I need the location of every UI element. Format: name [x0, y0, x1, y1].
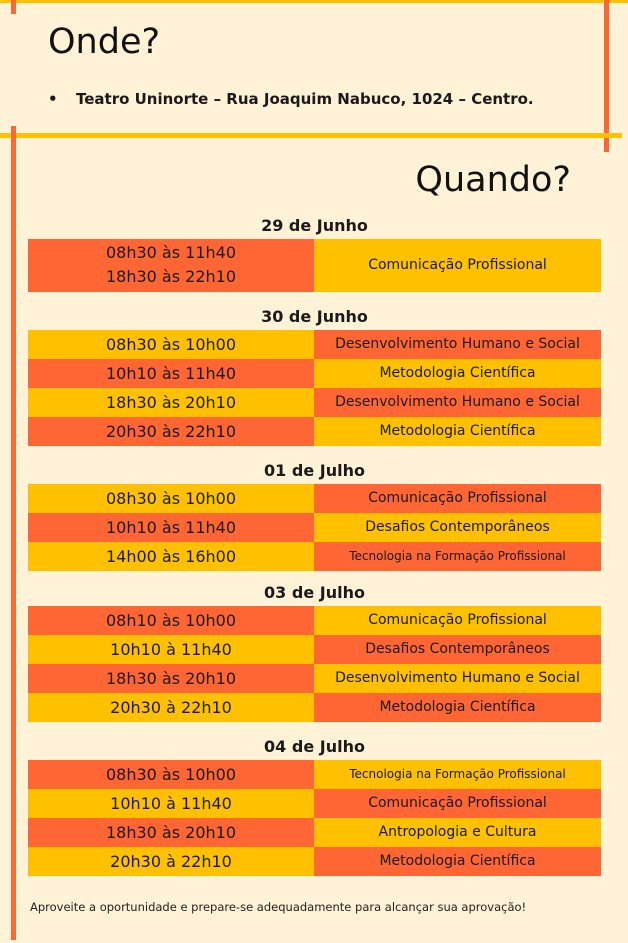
- time-cell: 10h10 à 11h40: [28, 635, 314, 664]
- time-cell: 18h30 às 20h10: [28, 388, 314, 417]
- subject-cell: Comunicação Profissional: [314, 239, 601, 292]
- time-cell: 20h30 às 22h10: [28, 417, 314, 446]
- time-cell: [28, 239, 314, 292]
- time-cell: 08h30 às 10h00: [28, 760, 314, 789]
- quando-title: Quando?: [415, 160, 571, 200]
- schedule-row: [28, 664, 601, 693]
- day-heading: 03 de Julho: [264, 583, 365, 602]
- schedule-row: [28, 818, 601, 847]
- day-section: [28, 734, 601, 876]
- time-cell: 10h10 às 11h40: [28, 513, 314, 542]
- subject-cell: Metodologia Científica: [314, 847, 601, 876]
- day-heading: 30 de Junho: [261, 307, 368, 326]
- time-cell: 18h30 às 20h10: [28, 664, 314, 693]
- day-heading: 29 de Junho: [261, 216, 368, 235]
- onde-title: Onde?: [48, 22, 161, 62]
- schedule-row: [28, 239, 601, 292]
- subject-cell: Comunicação Profissional: [314, 789, 601, 818]
- top-yellow-line: [0, 0, 628, 3]
- schedule-row: [28, 847, 601, 876]
- schedule-row: [28, 542, 601, 571]
- time-cell: 08h30 às 10h00: [28, 484, 314, 513]
- subject-cell: Desenvolvimento Humano e Social: [314, 664, 601, 693]
- subject-cell: Desenvolvimento Humano e Social: [314, 330, 601, 359]
- time-cell: 10h10 às 11h40: [28, 359, 314, 388]
- time-cell: 20h30 à 22h10: [28, 693, 314, 722]
- subject-cell: Metodologia Científica: [314, 417, 601, 446]
- day-section: [28, 304, 601, 446]
- schedule-row: [28, 789, 601, 818]
- day-heading: 04 de Julho: [264, 737, 365, 756]
- schedule-row: [28, 359, 601, 388]
- schedule-row: [28, 388, 601, 417]
- right-orange-line: [604, 0, 609, 152]
- day-section: [28, 580, 601, 722]
- time-cell: 14h00 às 16h00: [28, 542, 314, 571]
- schedule-row: [28, 693, 601, 722]
- time-cell: 08h10 às 10h00: [28, 606, 314, 635]
- schedule-row: [28, 417, 601, 446]
- subject-cell: Tecnologia na Formação Profissional: [314, 760, 601, 789]
- divider-yellow-line: [0, 133, 622, 138]
- schedule-row: [28, 484, 601, 513]
- subject-cell: Desafios Contemporâneos: [314, 635, 601, 664]
- left-orange-line: [11, 126, 16, 940]
- schedule-row: [28, 330, 601, 359]
- schedule-row: [28, 513, 601, 542]
- subject-cell: Comunicação Profissional: [314, 484, 601, 513]
- day-section: [28, 458, 601, 571]
- footer-message: Aproveite a oportunidade e prepare-se adequadamente para alcançar sua aprovação!: [30, 900, 527, 914]
- time-text: 08h30 às 11h40: [105, 243, 237, 262]
- time-cell: 20h30 à 22h10: [28, 847, 314, 876]
- top-left-orange-tick: [11, 0, 16, 14]
- bullet-icon: •: [48, 90, 58, 108]
- schedule-row: [28, 760, 601, 789]
- address-item: [48, 90, 534, 108]
- subject-cell: Metodologia Científica: [314, 693, 601, 722]
- time-cell: 08h30 às 10h00: [28, 330, 314, 359]
- time-cell: 18h30 às 20h10: [28, 818, 314, 847]
- schedule-row: [28, 606, 601, 635]
- subject-cell: Antropologia e Cultura: [314, 818, 601, 847]
- address-text: Teatro Uninorte – Rua Joaquim Nabuco, 1024 – Centro.: [76, 90, 534, 108]
- subject-cell: Desenvolvimento Humano e Social: [314, 388, 601, 417]
- day-heading: 01 de Julho: [264, 461, 365, 480]
- subject-cell: Comunicação Profissional: [314, 606, 601, 635]
- subject-cell: Tecnologia na Formação Profissional: [314, 542, 601, 571]
- time-text: 18h30 às 22h10: [105, 267, 237, 286]
- subject-cell: Metodologia Científica: [314, 359, 601, 388]
- time-cell: 10h10 à 11h40: [28, 789, 314, 818]
- schedule-row: [28, 635, 601, 664]
- subject-cell: Desafios Contemporâneos: [314, 513, 601, 542]
- day-section: [28, 213, 601, 292]
